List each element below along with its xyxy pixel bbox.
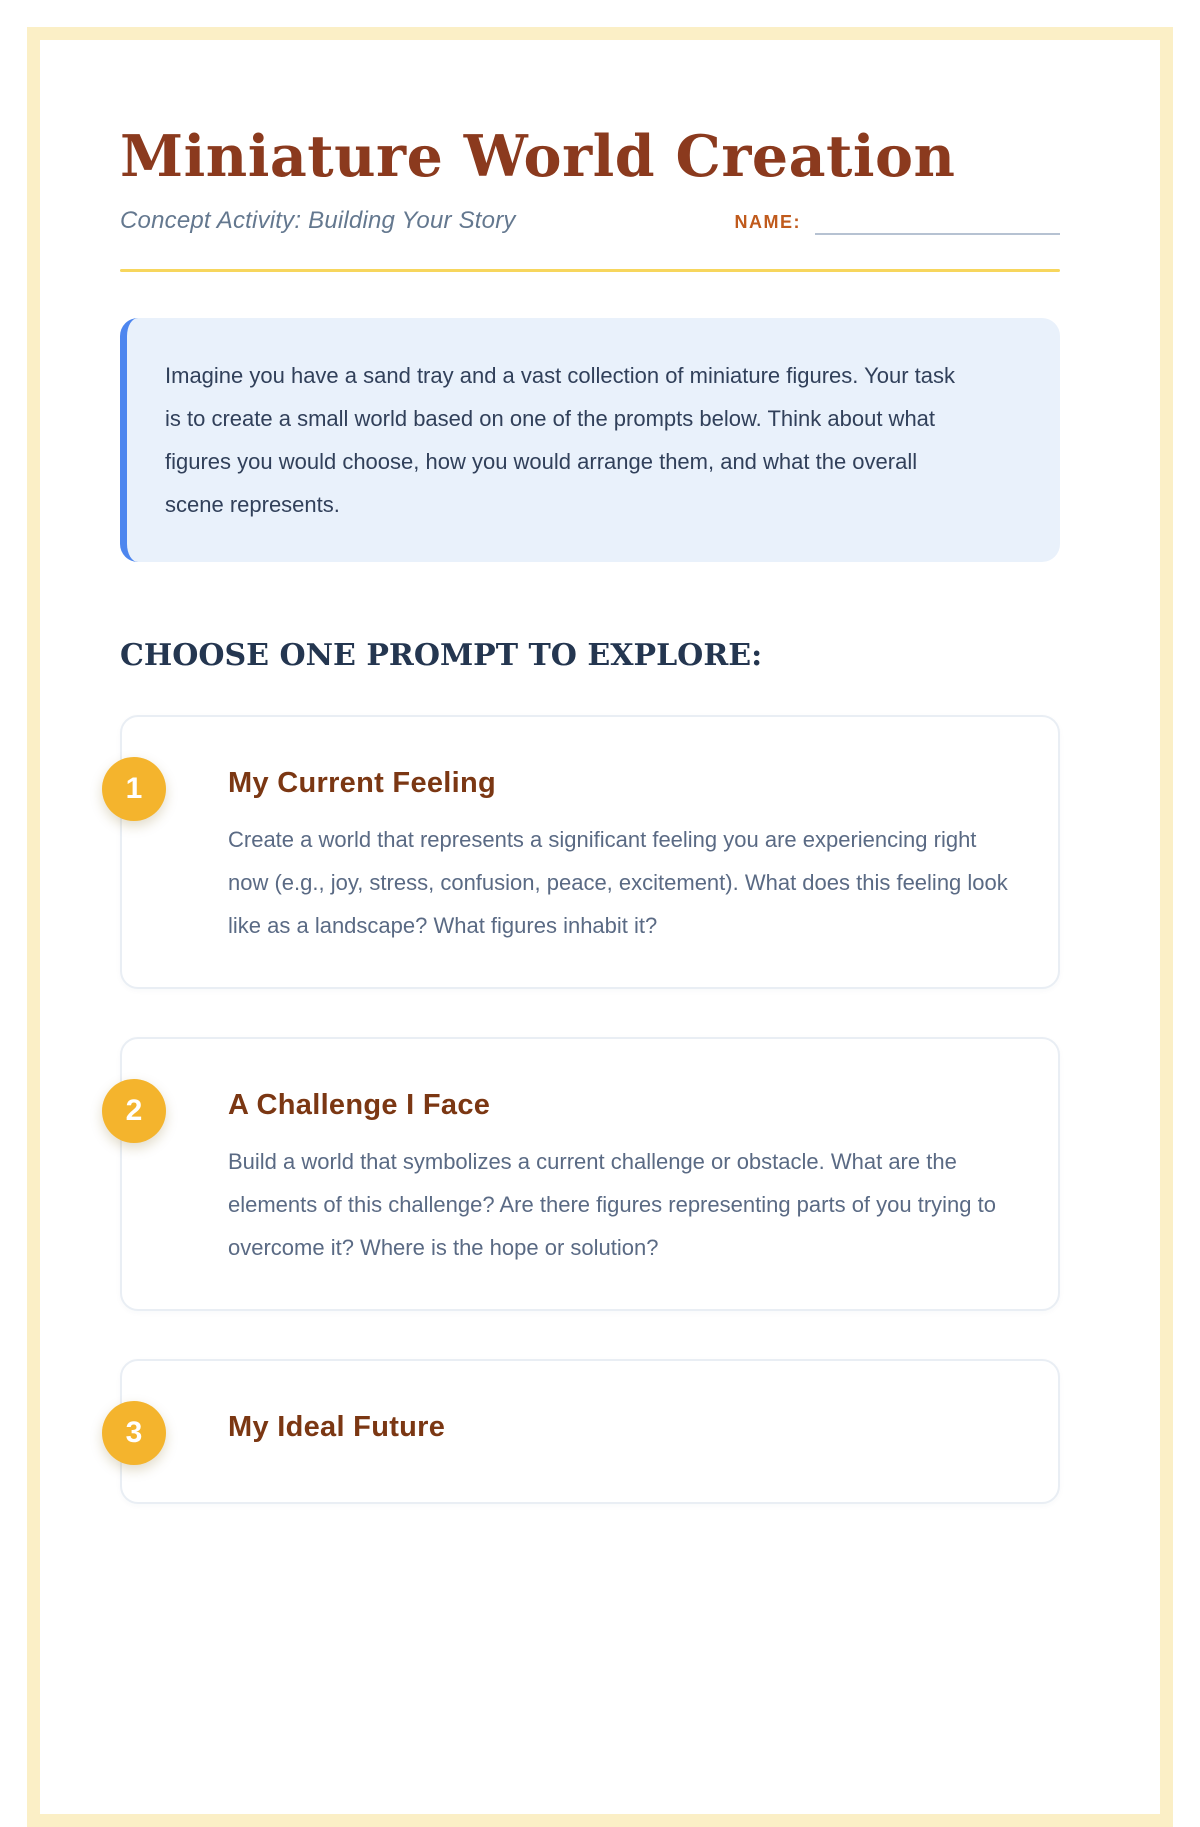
- number-badge-2: 2: [102, 1079, 166, 1143]
- page-title: Miniature World Creation: [120, 123, 956, 190]
- header-row: [120, 206, 1060, 235]
- prompt-card-3: [120, 1359, 1060, 1504]
- prompt-title-3: My Ideal Future: [228, 1410, 446, 1443]
- prompt-title-1: My Current Feeling: [228, 766, 497, 799]
- page-frame: [27, 27, 1173, 1827]
- name-input[interactable]: [815, 206, 1060, 235]
- page-subtitle: Concept Activity: Building Your Story: [120, 206, 516, 234]
- name-block: [735, 206, 1061, 235]
- name-label: NAME:: [734, 211, 801, 232]
- prompt-description-1: Create a world that represents a significant feeling you are experiencing right now (e.g., joy, stress, confusion, peace, excitement). What does this feeling look like as a landscape? What figures inhabit it?: [228, 826, 1008, 938]
- section-heading: CHOOSE ONE PROMPT TO EXPLORE:: [120, 637, 763, 673]
- intro-callout: [120, 318, 1060, 562]
- prompt-title-2: A Challenge I Face: [228, 1088, 491, 1121]
- page-content: [120, 122, 1060, 1504]
- number-badge-3: 3: [102, 1401, 166, 1465]
- prompt-description-2: Build a world that symbolizes a current challenge or obstacle. What are the elements of this challenge? Are there figures representing parts of you trying to overcome it? Where is the hope or solution?: [228, 1148, 996, 1260]
- prompt-card-list: [120, 715, 1060, 1504]
- intro-text: Imagine you have a sand tray and a vast collection of miniature figures. Your task is to create a small world based on one of the prompts below. Think about what figures you would choose, how you would arrange them, and what the overall scene represents.: [165, 362, 956, 517]
- number-badge-1: 1: [102, 757, 166, 821]
- prompt-card-1: [120, 715, 1060, 989]
- header-divider: [120, 269, 1060, 272]
- prompt-card-2: [120, 1037, 1060, 1311]
